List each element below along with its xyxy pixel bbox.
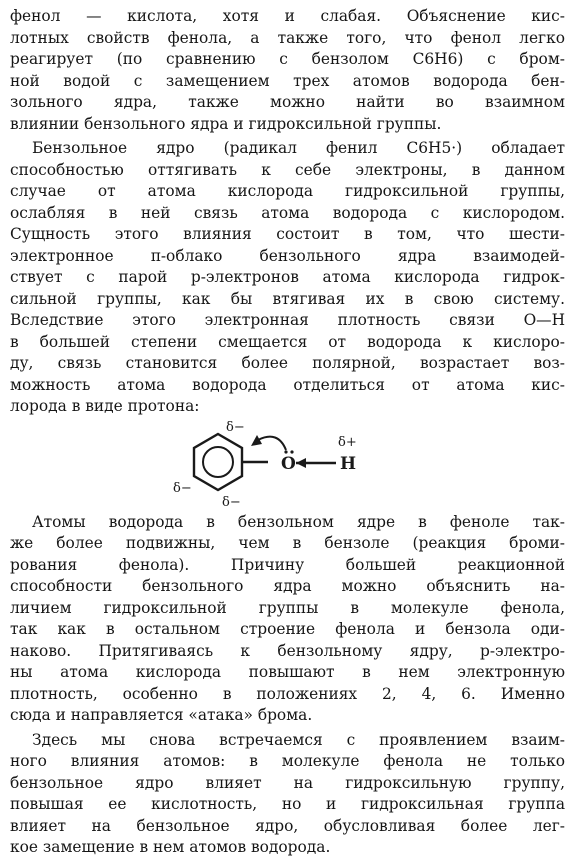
paragraph-1 xyxy=(10,6,565,135)
text-line: Здесь мы снова встречаемся с проявлением взаим- xyxy=(32,730,565,749)
text-line: Сущность этого влияния состоит в том, что шести- xyxy=(10,225,565,243)
arrow-head xyxy=(251,435,262,446)
phenol-structure-diagram xyxy=(10,420,569,508)
aromatic-circle xyxy=(203,447,233,477)
text-line: способностью оттягивать к себе электроны, в данном xyxy=(10,160,565,179)
text-line: сюда и направляется «атака» брома. xyxy=(10,706,313,724)
text-line: в большей степени смещается от водорода к кислоро- xyxy=(10,332,565,351)
paragraph-2 xyxy=(10,138,565,418)
delta-minus-ortho: δ− xyxy=(226,419,245,435)
phenol-polarization-formula xyxy=(10,420,565,508)
text-line: реагирует (по сравнению с бензолом C6H6) с бром- xyxy=(10,50,565,68)
text-line: наково. Притягиваясь к бензольному ядру, p-электро- xyxy=(10,641,565,660)
text-line: бензольное ядро влияет на гидроксильную группу, xyxy=(10,773,565,792)
text-line: случае от атома кислорода гидроксильной группы, xyxy=(10,182,565,200)
text-line: лотных свойств фенола, а также того, что фенол легко xyxy=(10,28,565,47)
delta-minus-ortho-lower: δ− xyxy=(222,494,241,508)
text-line: рования фенола). Причину большей реакционной xyxy=(10,555,565,574)
text-line: зольного ядра, также можно найти во взаимном xyxy=(10,93,565,111)
text-line: ны атома кислорода повышают в нем электронную xyxy=(10,663,565,681)
benzene-ring xyxy=(194,434,242,490)
paragraph-3 xyxy=(10,512,565,727)
text-line: плотность, особенно в положениях 2, 4, 6. Именно xyxy=(10,684,565,703)
text-line: способности бензольного ядра можно объяснить на- xyxy=(10,577,565,595)
text-line: так как в остальном строение фенола и бензола оди- xyxy=(10,620,565,638)
text-line: личием гидроксильной группы в молекуле фенола, xyxy=(10,598,565,617)
text-line: кое замещение в нем атомов водорода. xyxy=(10,838,331,856)
paragraph-4 xyxy=(10,730,565,859)
text-line: Атомы водорода в бензольном ядре в феноле так- xyxy=(32,512,565,531)
text-line: ослабляя в ней связь атома водорода с кислородом. xyxy=(10,203,565,222)
text-line: Бензольное ядро (радикал фенил C6H5·) обладает xyxy=(32,139,565,157)
text-line: фенол — кислота, хотя и слабая. Объяснение кис- xyxy=(10,7,565,25)
text-line: Вследствие этого электронная плотность связи O—H xyxy=(10,311,565,329)
text-line: ствует с парой p-электронов атома кислорода гидрок- xyxy=(10,268,565,286)
text-line: можность атома водорода отделиться от атома кис- xyxy=(10,375,565,394)
hydrogen-atom: H xyxy=(340,453,357,474)
oxygen-atom: O xyxy=(281,453,296,474)
text-line: ду, связь становится более полярной, возрастает воз- xyxy=(10,354,565,372)
electron-shift-arrow xyxy=(258,436,286,449)
delta-minus-para: δ− xyxy=(173,480,192,496)
delta-plus-label: δ+ xyxy=(338,434,357,450)
text-line: влиянии бензольного ядра и гидроксильной группы. xyxy=(10,114,442,133)
text-line: сильной группы, как бы втягивая их в свою систему. xyxy=(10,289,565,308)
text-line: ной водой с замещением трех атомов водорода бен- xyxy=(10,71,565,90)
text-line: электронное π-облако бензольного ядра взаимодей- xyxy=(10,246,565,265)
text-line: лорода в виде протона: xyxy=(10,397,200,415)
text-line: повышая ее кислотность, но и гидроксильная группа xyxy=(10,795,565,813)
o-h-arrow-head xyxy=(296,458,306,468)
text-line: влияет на бензольное ядро, обусловливая более лег- xyxy=(10,816,565,835)
text-line: же более подвижны, чем в бензоле (реакция броми- xyxy=(10,534,565,552)
text-line: ного влияния атомов: в молекуле фенола не только xyxy=(10,752,565,770)
